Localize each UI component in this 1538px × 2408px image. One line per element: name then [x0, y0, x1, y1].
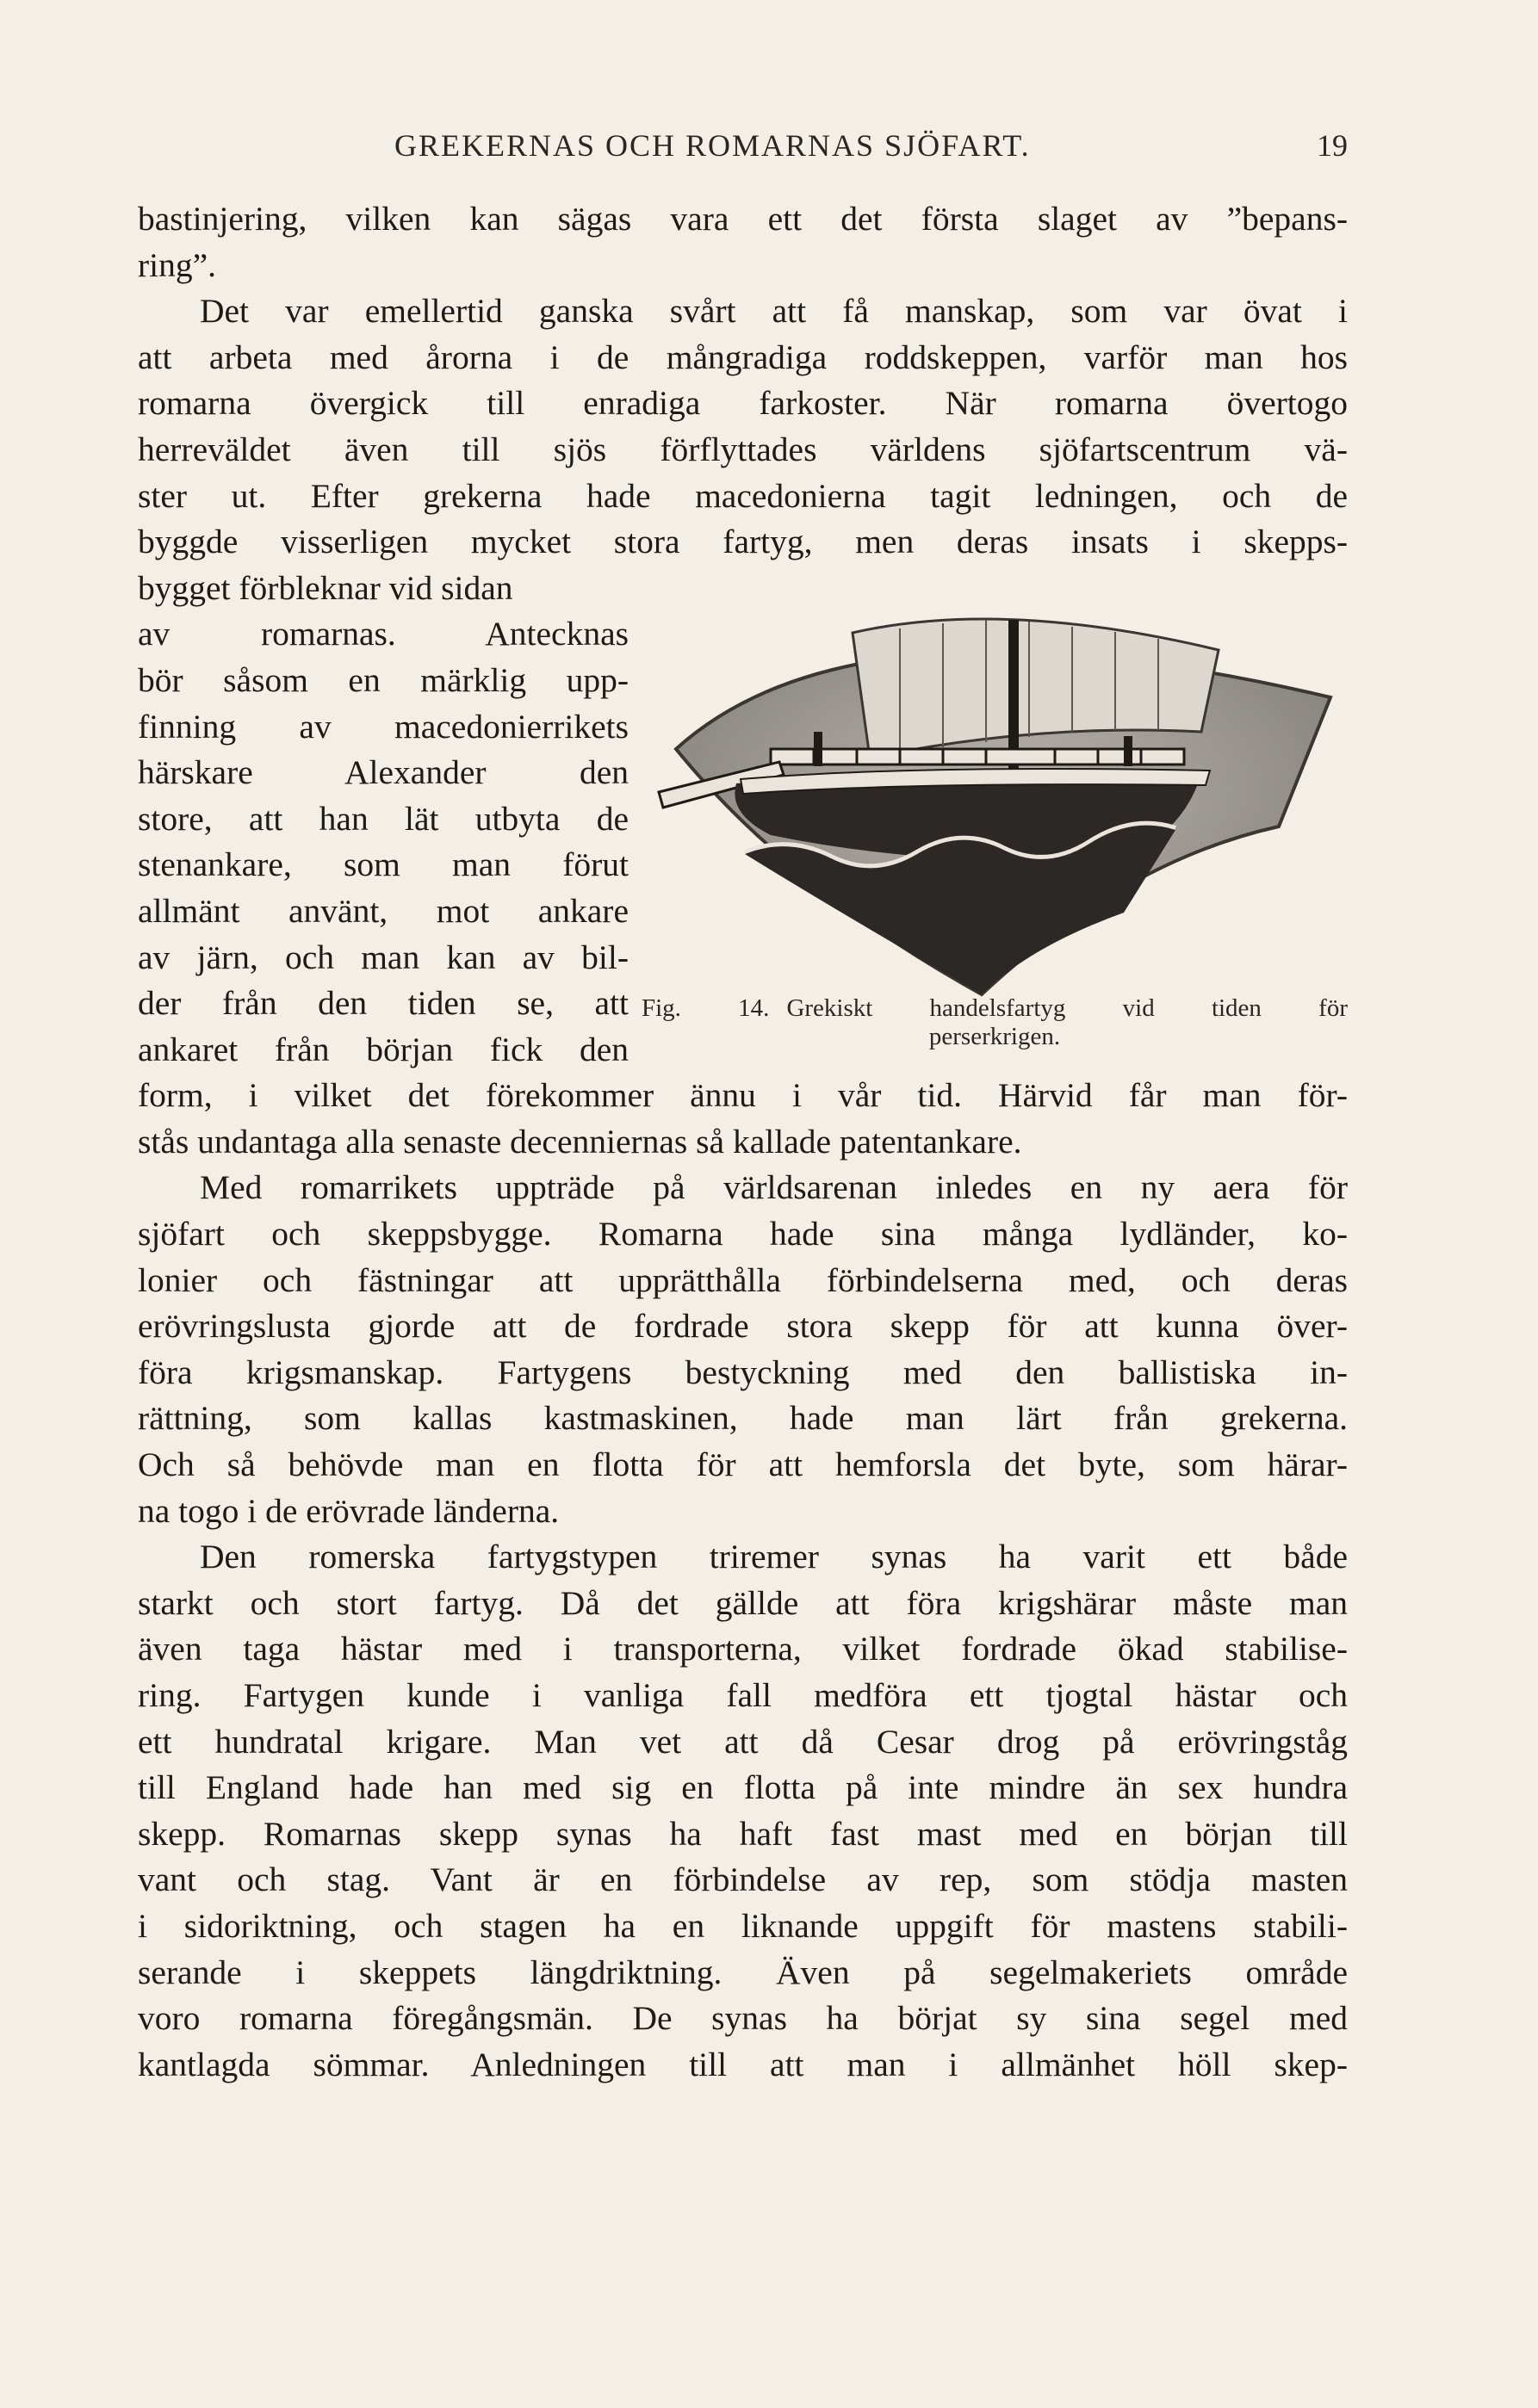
text-line: lonier och fästningar att upprätthålla förbindelserna med, och deras: [138, 1260, 1348, 1299]
text-line: finning av macedonierrikets: [138, 707, 629, 746]
text-line: stenankare, som man förut: [138, 845, 629, 884]
page-number: 19: [1317, 128, 1348, 163]
caption-line: perserkrigen.: [928, 1023, 1061, 1050]
text-line: i sidoriktning, och stagen ha en liknande uppgift för mastens stabili-: [138, 1906, 1348, 1945]
text-line: serande i skeppets längdriktning. Även på segelmakeriets område: [138, 1953, 1348, 1991]
mast: [1008, 620, 1019, 792]
text-line: ring”.: [138, 245, 217, 284]
figure-caption: [642, 994, 1348, 1051]
text-line: allmänt använt, mot ankare: [138, 891, 629, 930]
text-line: byggde visserligen mycket stora fartyg, men deras insats i skepps-: [138, 523, 1348, 561]
caption-line: [642, 994, 1348, 1023]
text-line: att arbeta med årorna i de mångradiga roddskeppen, varför man hos: [138, 337, 1348, 376]
text-line: herreväldet även till sjös förflyttades världens sjöfartscentrum vä-: [138, 430, 1348, 468]
text-line: skepp. Romarnas skepp synas ha haft fast mast med en början till: [138, 1814, 1348, 1853]
text-line: na togo i de erövrade länderna.: [138, 1491, 560, 1530]
text-line: av järn, och man kan av bil-: [138, 938, 629, 976]
text-line: voro romarna föregångsmän. De synas ha börjat sy sina segel med: [138, 1999, 1348, 2038]
greek-ship-vase-image: [642, 603, 1348, 999]
running-header: [138, 127, 1348, 170]
text-line: stås undantaga alla senaste decenniernas så kallade patentankare.: [138, 1122, 1022, 1161]
text-line: vant och stag. Vant är en förbindelse av rep, som stödja masten: [138, 1860, 1348, 1899]
text-line: kantlagda sömmar. Anledningen till att man i allmänhet höll skep-: [138, 2045, 1348, 2083]
text-line: ett hundratal krigare. Man vet att då Cesar drog på erövringståg: [138, 1722, 1348, 1761]
text-line: ankaret från början fick den: [138, 1030, 629, 1068]
text-line: bygget förbleknar vid sidan: [138, 568, 513, 607]
body-text: [138, 196, 1348, 2088]
text-line: store, att han lät utbyta de: [138, 799, 629, 838]
figure-label: Fig. 14.: [642, 994, 770, 1022]
caption-text: Grekiskt handelsfartyg vid tiden för: [786, 994, 1348, 1022]
text-line: Den romerska fartygstypen triremer synas ha varit ett både: [200, 1538, 1348, 1576]
text-line: form, i vilket det förekommer ännu i vår tid. Härvid får man för-: [138, 1076, 1348, 1115]
text-line: rättning, som kallas kastmaskinen, hade man lärt från grekerna.: [138, 1399, 1348, 1438]
text-line: erövringslusta gjorde att de fordrade stora skepp för att kunna över-: [138, 1307, 1348, 1346]
text-line: föra krigsmanskap. Fartygens bestyckning med den ballistiska in-: [138, 1353, 1348, 1391]
text-line: bastinjering, vilken kan sägas vara ett det första slaget av ”bepans-: [138, 200, 1348, 238]
text-line: bör såsom en märklig upp-: [138, 660, 629, 699]
text-line: ster ut. Efter grekerna hade macedonierna tagit ledningen, och de: [138, 476, 1348, 515]
text-line: även taga hästar med i transporterna, vilket fordrade ökad stabilise-: [138, 1630, 1348, 1668]
text-line: Med romarrikets uppträde på världsarenan inledes en ny aera för: [200, 1168, 1348, 1207]
text-line: av romarnas. Antecknas: [138, 615, 629, 653]
text-line: sjöfart och skeppsbygge. Romarna hade sina många lydländer, ko-: [138, 1215, 1348, 1254]
text-line: romarna övergick till enradiga farkoster. När romarna övertogo: [138, 384, 1348, 423]
text-line: ring. Fartygen kunde i vanliga fall medföra ett tjogtal hästar och: [138, 1676, 1348, 1714]
text-line: Och så behövde man en flotta för att hemforsla det byte, som härar-: [138, 1445, 1348, 1484]
text-line: Det var emellertid ganska svårt att få manskap, som var övat i: [200, 292, 1348, 331]
figure-ship-illustration: [642, 603, 1348, 999]
text-line: till England hade han med sig en flotta på inte mindre än sex hundra: [138, 1768, 1348, 1807]
text-line: härskare Alexander den: [138, 753, 629, 792]
header-title: GREKERNAS OCH ROMARNAS SJÖFART.: [394, 128, 1031, 163]
text-line: starkt och stort fartyg. Då det gällde att föra krigshärar måste man: [138, 1583, 1348, 1622]
text-line: der från den tiden se, att: [138, 984, 629, 1023]
